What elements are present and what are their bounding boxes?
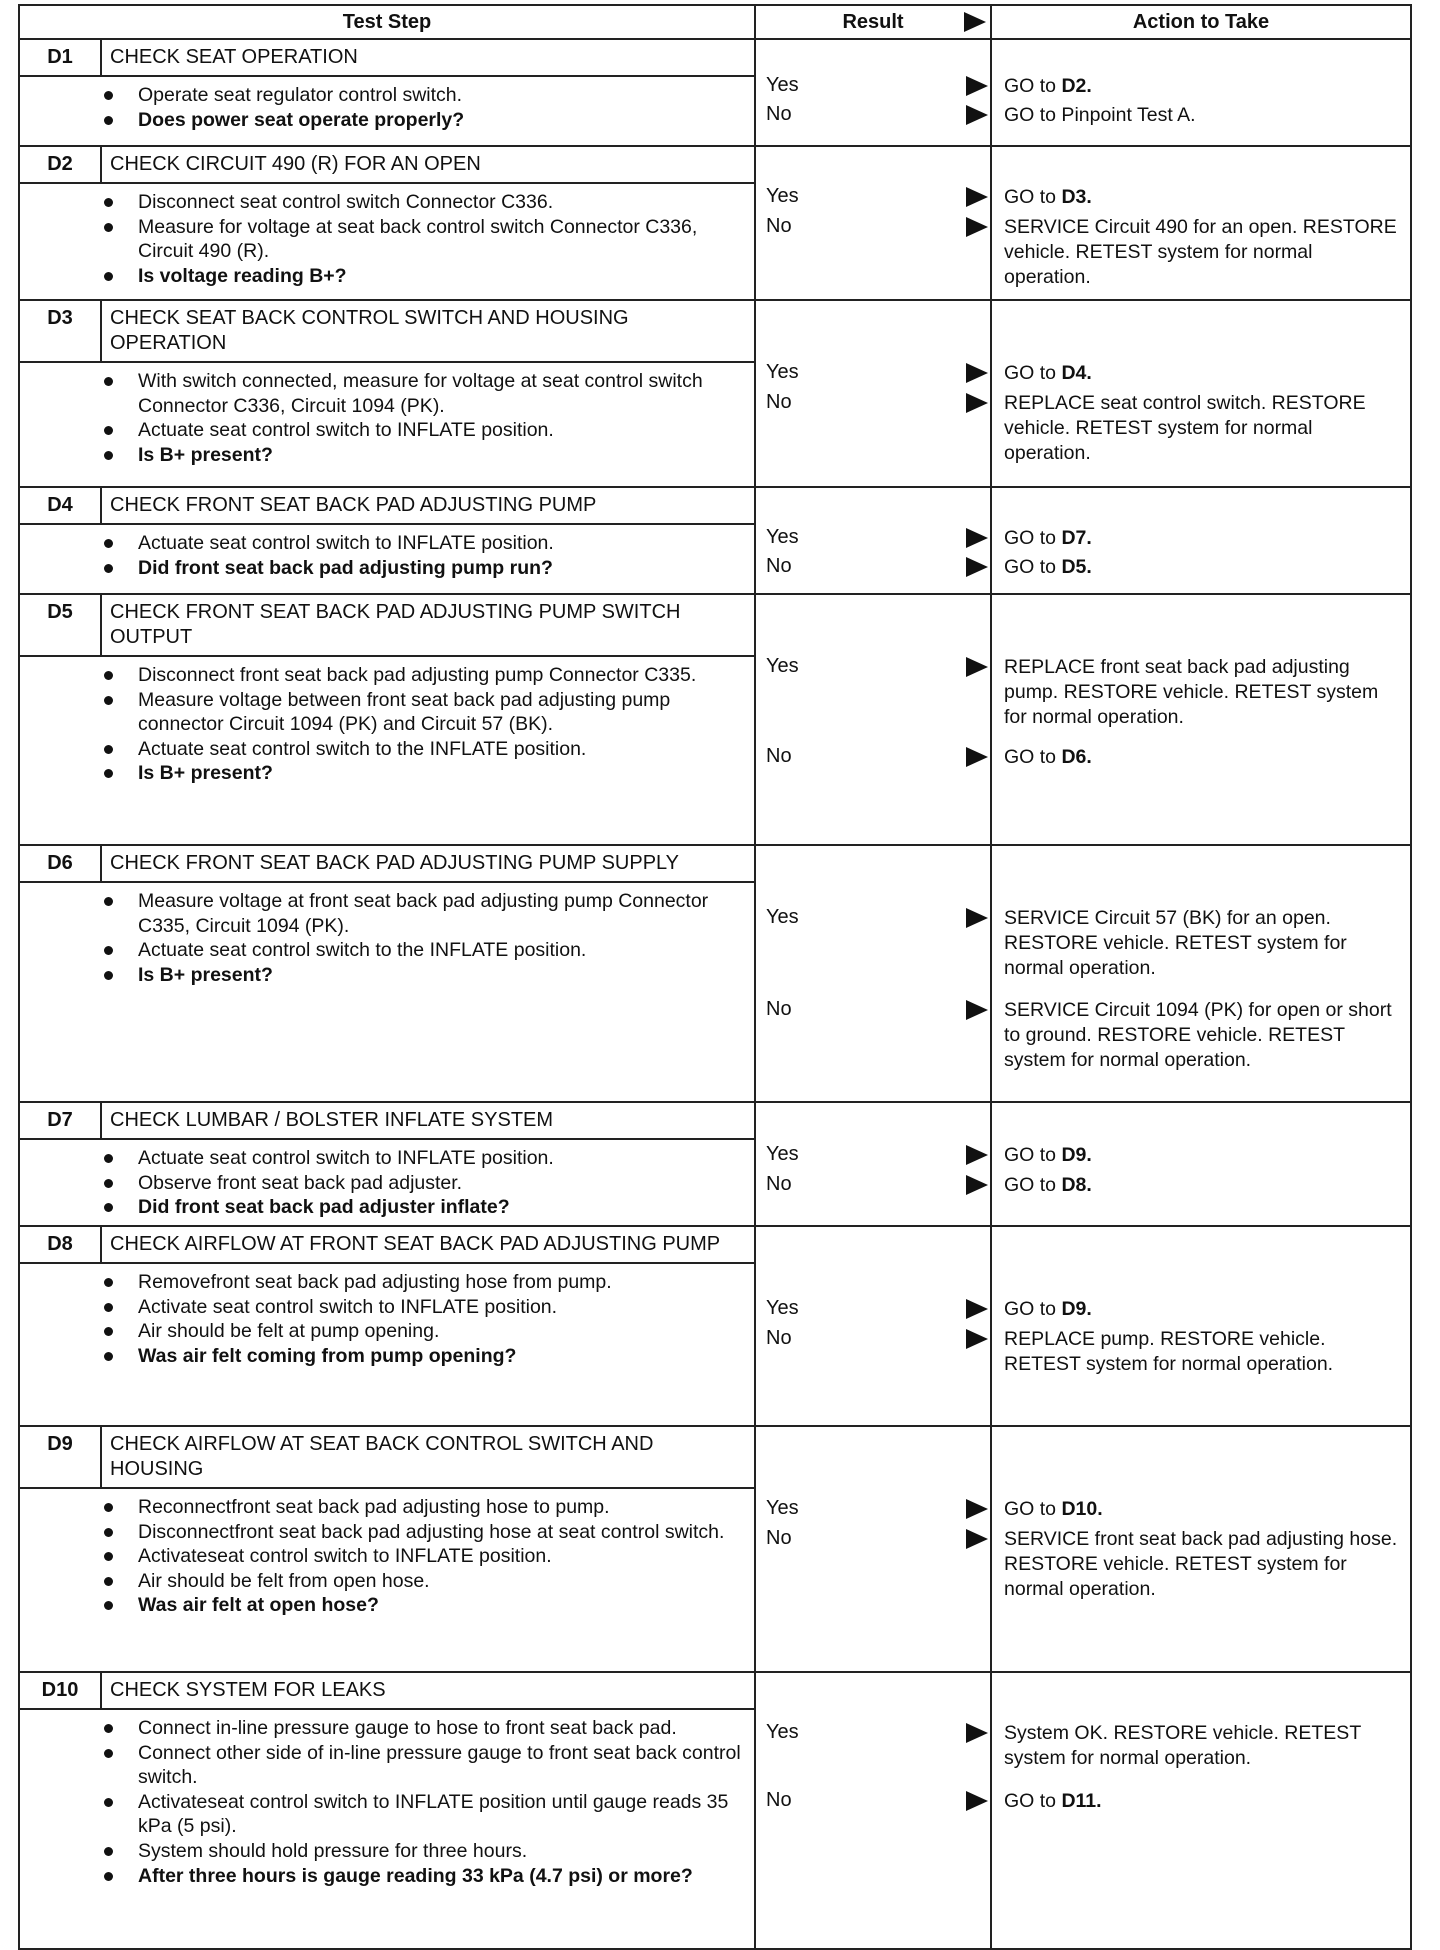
result-yes bbox=[766, 185, 990, 211]
action-text bbox=[1004, 103, 1404, 128]
instruction-item: With switch connected, measure for voltage at seat control switch Connector C336, Circuit 1094 (PK). bbox=[138, 369, 754, 418]
action-cell bbox=[991, 1426, 1411, 1672]
result-cell bbox=[755, 1672, 991, 1949]
arrow-right-icon bbox=[966, 187, 988, 207]
action-text-plain: SERVICE Circuit 1094 (PK) for open or short to ground. RESTORE vehicle. RETEST system for normal operation. bbox=[1004, 999, 1392, 1071]
test-step bbox=[20, 1427, 754, 1622]
result-no bbox=[766, 555, 990, 581]
test-step-cell bbox=[19, 1226, 755, 1426]
arrow-right-icon bbox=[966, 393, 988, 413]
action-step-reference: D7. bbox=[1061, 527, 1092, 549]
instruction-item: Actuate seat control switch to the INFLATE position. bbox=[138, 737, 754, 762]
arrow-right-icon bbox=[966, 1299, 988, 1319]
action-cell bbox=[991, 300, 1411, 487]
result-label: No bbox=[766, 745, 792, 767]
step-instructions bbox=[20, 1710, 754, 1892]
header-action: Action to Take bbox=[991, 5, 1411, 39]
result-label: Yes bbox=[766, 655, 799, 677]
action-cell bbox=[991, 39, 1411, 146]
result-label: No bbox=[766, 555, 792, 577]
action-text-plain: REPLACE pump. RESTORE vehicle. RETEST system for normal operation. bbox=[1004, 1328, 1334, 1375]
result-cell bbox=[755, 1426, 991, 1672]
instruction-question: Was air felt coming from pump opening? bbox=[138, 1344, 754, 1369]
instruction-item: Activateseat control switch to INFLATE position until gauge reads 35 kPa (5 psi). bbox=[138, 1790, 754, 1839]
instruction-list bbox=[20, 1716, 754, 1888]
arrow-right-icon bbox=[966, 76, 988, 96]
action-text bbox=[1004, 185, 1404, 210]
step-title: CHECK LUMBAR / BOLSTER INFLATE SYSTEM bbox=[102, 1103, 754, 1140]
instruction-list bbox=[20, 531, 754, 580]
result-cell bbox=[755, 594, 991, 845]
instruction-question: Is B+ present? bbox=[138, 443, 754, 468]
instruction-item: Connect in-line pressure gauge to hose to front seat back pad. bbox=[138, 1716, 754, 1741]
test-step-row bbox=[19, 1672, 1411, 1949]
pinpoint-test-table bbox=[18, 4, 1412, 1950]
step-title: CHECK SEAT BACK CONTROL SWITCH AND HOUSING OPERATION bbox=[102, 301, 754, 363]
result-yes bbox=[766, 1297, 990, 1323]
step-instructions bbox=[20, 525, 754, 584]
instruction-item: Air should be felt at pump opening. bbox=[138, 1319, 754, 1344]
test-step bbox=[20, 595, 754, 790]
test-step bbox=[20, 40, 754, 136]
action-text bbox=[1004, 215, 1404, 290]
step-title: CHECK SYSTEM FOR LEAKS bbox=[102, 1673, 754, 1710]
action-cell bbox=[991, 1226, 1411, 1426]
step-instructions bbox=[20, 1489, 754, 1622]
step-id: D10 bbox=[20, 1673, 102, 1710]
action-cell bbox=[991, 1672, 1411, 1949]
result-label: No bbox=[766, 1327, 792, 1349]
instruction-item: Disconnect seat control switch Connector C336. bbox=[138, 190, 754, 215]
arrow-right-icon bbox=[964, 12, 986, 32]
step-id: D4 bbox=[20, 488, 102, 525]
instruction-item: Actuate seat control switch to the INFLATE position. bbox=[138, 938, 754, 963]
result-cell bbox=[755, 39, 991, 146]
result-label: No bbox=[766, 391, 792, 413]
step-title: CHECK AIRFLOW AT SEAT BACK CONTROL SWITCH AND HOUSING bbox=[102, 1427, 754, 1489]
arrow-right-icon bbox=[966, 657, 988, 677]
header-test-step: Test Step bbox=[19, 5, 755, 39]
test-step-cell bbox=[19, 39, 755, 146]
result-yes bbox=[766, 1143, 990, 1169]
action-step-reference: D2. bbox=[1061, 75, 1092, 97]
action-text-plain: GO to bbox=[1004, 1790, 1062, 1812]
step-instructions bbox=[20, 1264, 754, 1372]
action-text-plain: GO to bbox=[1004, 186, 1062, 208]
step-title: CHECK CIRCUIT 490 (R) FOR AN OPEN bbox=[102, 147, 754, 184]
action-text bbox=[1004, 998, 1404, 1073]
action-text-plain: SERVICE Circuit 490 for an open. RESTORE vehicle. RETEST system for normal operation. bbox=[1004, 216, 1397, 288]
action-text-plain: GO to bbox=[1004, 556, 1062, 578]
action-text bbox=[1004, 1297, 1404, 1322]
instruction-list bbox=[20, 1146, 754, 1220]
instruction-item: Disconnect front seat back pad adjusting pump Connector C335. bbox=[138, 663, 754, 688]
instruction-item: Actuate seat control switch to INFLATE position. bbox=[138, 418, 754, 443]
instruction-question: Is B+ present? bbox=[138, 761, 754, 786]
test-step bbox=[20, 1227, 754, 1372]
test-step-cell bbox=[19, 845, 755, 1102]
instruction-question: Did front seat back pad adjuster inflate? bbox=[138, 1195, 754, 1220]
instruction-item: Measure voltage at front seat back pad adjusting pump Connector C335, Circuit 1094 (PK). bbox=[138, 889, 754, 938]
result-cell bbox=[755, 1226, 991, 1426]
instruction-question: Does power seat operate properly? bbox=[138, 108, 754, 133]
action-step-reference: D10. bbox=[1061, 1498, 1103, 1520]
test-step-cell bbox=[19, 300, 755, 487]
arrow-right-icon bbox=[966, 1000, 988, 1020]
header-result-label: Result bbox=[842, 10, 904, 33]
arrow-right-icon bbox=[966, 1499, 988, 1519]
action-text bbox=[1004, 745, 1404, 770]
test-step-row bbox=[19, 146, 1411, 300]
result-label: Yes bbox=[766, 361, 799, 383]
arrow-right-icon bbox=[966, 557, 988, 577]
test-step-row bbox=[19, 594, 1411, 845]
step-id: D5 bbox=[20, 595, 102, 657]
result-label: Yes bbox=[766, 1721, 799, 1743]
instruction-item: Observe front seat back pad adjuster. bbox=[138, 1171, 754, 1196]
result-yes bbox=[766, 74, 990, 100]
instruction-item: Air should be felt from open hose. bbox=[138, 1569, 754, 1594]
test-step bbox=[20, 846, 754, 991]
step-id: D7 bbox=[20, 1103, 102, 1140]
result-label: No bbox=[766, 1527, 792, 1549]
step-id: D8 bbox=[20, 1227, 102, 1264]
action-text-plain: REPLACE front seat back pad adjusting pump. RESTORE vehicle. RETEST system for normal operation. bbox=[1004, 656, 1379, 728]
result-label: Yes bbox=[766, 1297, 799, 1319]
test-step-row bbox=[19, 39, 1411, 146]
instruction-list bbox=[20, 1495, 754, 1618]
action-step-reference: D9. bbox=[1061, 1144, 1092, 1166]
action-cell bbox=[991, 594, 1411, 845]
test-step-cell bbox=[19, 487, 755, 594]
action-text bbox=[1004, 1143, 1404, 1168]
step-instructions bbox=[20, 77, 754, 136]
instruction-list bbox=[20, 369, 754, 467]
test-step-cell bbox=[19, 146, 755, 300]
action-text bbox=[1004, 526, 1404, 551]
result-no bbox=[766, 103, 990, 129]
test-step-cell bbox=[19, 1672, 755, 1949]
result-cell bbox=[755, 1102, 991, 1226]
action-step-reference: D9. bbox=[1061, 1298, 1092, 1320]
test-step-row bbox=[19, 1102, 1411, 1226]
action-step-reference: D6. bbox=[1061, 746, 1092, 768]
action-cell bbox=[991, 487, 1411, 594]
action-text bbox=[1004, 74, 1404, 99]
result-no bbox=[766, 1789, 990, 1815]
result-no bbox=[766, 215, 990, 241]
result-label: Yes bbox=[766, 526, 799, 548]
test-step-row bbox=[19, 845, 1411, 1102]
action-text bbox=[1004, 1173, 1404, 1198]
result-yes bbox=[766, 361, 990, 387]
arrow-right-icon bbox=[966, 747, 988, 767]
action-text bbox=[1004, 1527, 1404, 1602]
action-text-plain: REPLACE seat control switch. RESTORE vehicle. RETEST system for normal operation. bbox=[1004, 392, 1366, 464]
header-result bbox=[755, 5, 991, 39]
result-no bbox=[766, 1327, 990, 1353]
action-text bbox=[1004, 906, 1404, 981]
arrow-right-icon bbox=[966, 1329, 988, 1349]
action-text bbox=[1004, 361, 1404, 386]
result-label: Yes bbox=[766, 185, 799, 207]
result-cell bbox=[755, 487, 991, 594]
action-cell bbox=[991, 146, 1411, 300]
instruction-item: Activate seat control switch to INFLATE position. bbox=[138, 1295, 754, 1320]
result-no bbox=[766, 1173, 990, 1199]
test-step-row bbox=[19, 1226, 1411, 1426]
arrow-right-icon bbox=[966, 908, 988, 928]
action-text bbox=[1004, 1721, 1404, 1771]
arrow-right-icon bbox=[966, 1529, 988, 1549]
instruction-question: Is voltage reading B+? bbox=[138, 264, 754, 289]
result-yes bbox=[766, 906, 990, 932]
result-cell bbox=[755, 146, 991, 300]
step-id: D9 bbox=[20, 1427, 102, 1489]
result-label: No bbox=[766, 103, 792, 125]
instruction-question: Is B+ present? bbox=[138, 963, 754, 988]
instruction-list bbox=[20, 1270, 754, 1368]
arrow-right-icon bbox=[966, 105, 988, 125]
result-label: Yes bbox=[766, 906, 799, 928]
result-yes bbox=[766, 655, 990, 681]
instruction-question: After three hours is gauge reading 33 kPa (4.7 psi) or more? bbox=[138, 1864, 754, 1889]
result-label: No bbox=[766, 998, 792, 1020]
arrow-right-icon bbox=[966, 217, 988, 237]
result-no bbox=[766, 1527, 990, 1553]
instruction-item: System should hold pressure for three hours. bbox=[138, 1839, 754, 1864]
arrow-right-icon bbox=[966, 363, 988, 383]
action-text-plain: GO to bbox=[1004, 362, 1062, 384]
action-text-plain: GO to bbox=[1004, 1498, 1062, 1520]
action-step-reference: D5. bbox=[1061, 556, 1092, 578]
result-label: No bbox=[766, 215, 792, 237]
action-step-reference: D11. bbox=[1061, 1790, 1102, 1812]
step-instructions bbox=[20, 657, 754, 790]
action-text bbox=[1004, 1327, 1404, 1377]
action-text-plain: GO to bbox=[1004, 1174, 1062, 1196]
action-step-reference: D4. bbox=[1061, 362, 1092, 384]
step-title: CHECK FRONT SEAT BACK PAD ADJUSTING PUMP bbox=[102, 488, 754, 525]
test-step-cell bbox=[19, 1426, 755, 1672]
result-no bbox=[766, 745, 990, 771]
action-text-plain: GO to Pinpoint Test A. bbox=[1004, 104, 1196, 126]
step-id: D1 bbox=[20, 40, 102, 77]
action-step-reference: D3. bbox=[1061, 186, 1092, 208]
result-yes bbox=[766, 1721, 990, 1747]
instruction-item: Actuate seat control switch to INFLATE position. bbox=[138, 1146, 754, 1171]
result-cell bbox=[755, 300, 991, 487]
action-cell bbox=[991, 845, 1411, 1102]
result-yes bbox=[766, 526, 990, 552]
arrow-right-icon bbox=[966, 1723, 988, 1743]
action-text-plain: GO to bbox=[1004, 527, 1062, 549]
action-text bbox=[1004, 1789, 1404, 1814]
arrow-right-icon bbox=[966, 1145, 988, 1165]
step-instructions bbox=[20, 363, 754, 471]
table-header-row bbox=[19, 5, 1411, 39]
step-title: CHECK SEAT OPERATION bbox=[102, 40, 754, 77]
step-id: D3 bbox=[20, 301, 102, 363]
instruction-question: Was air felt at open hose? bbox=[138, 1593, 754, 1618]
result-label: Yes bbox=[766, 1497, 799, 1519]
action-text-plain: GO to bbox=[1004, 1144, 1062, 1166]
action-text bbox=[1004, 555, 1404, 580]
step-id: D6 bbox=[20, 846, 102, 883]
test-step bbox=[20, 147, 754, 292]
test-step bbox=[20, 488, 754, 584]
step-instructions bbox=[20, 184, 754, 292]
step-title: CHECK AIRFLOW AT FRONT SEAT BACK PAD ADJUSTING PUMP bbox=[102, 1227, 754, 1264]
instruction-item: Operate seat regulator control switch. bbox=[138, 83, 754, 108]
result-label: No bbox=[766, 1173, 792, 1195]
result-cell bbox=[755, 845, 991, 1102]
instruction-item: Removefront seat back pad adjusting hose from pump. bbox=[138, 1270, 754, 1295]
instruction-item: Measure for voltage at seat back control switch Connector C336, Circuit 490 (R). bbox=[138, 215, 754, 264]
action-text-plain: GO to bbox=[1004, 1298, 1062, 1320]
instruction-item: Reconnectfront seat back pad adjusting hose to pump. bbox=[138, 1495, 754, 1520]
action-text-plain: SERVICE Circuit 57 (BK) for an open. RESTORE vehicle. RETEST system for normal operation. bbox=[1004, 907, 1347, 979]
instruction-question: Did front seat back pad adjusting pump run? bbox=[138, 556, 754, 581]
action-text-plain: GO to bbox=[1004, 746, 1062, 768]
test-step-cell bbox=[19, 1102, 755, 1226]
arrow-right-icon bbox=[966, 1175, 988, 1195]
instruction-list bbox=[20, 889, 754, 987]
result-label: Yes bbox=[766, 1143, 799, 1165]
result-yes bbox=[766, 1497, 990, 1523]
test-step-row bbox=[19, 300, 1411, 487]
arrow-right-icon bbox=[966, 1791, 988, 1811]
action-text-plain: GO to bbox=[1004, 75, 1062, 97]
action-text bbox=[1004, 655, 1404, 730]
test-step bbox=[20, 301, 754, 471]
result-label: No bbox=[766, 1789, 792, 1811]
step-title: CHECK FRONT SEAT BACK PAD ADJUSTING PUMP SWITCH OUTPUT bbox=[102, 595, 754, 657]
action-text bbox=[1004, 391, 1404, 466]
test-step-row bbox=[19, 1426, 1411, 1672]
test-step-cell bbox=[19, 594, 755, 845]
instruction-list bbox=[20, 83, 754, 132]
action-text bbox=[1004, 1497, 1404, 1522]
test-step-row bbox=[19, 487, 1411, 594]
instruction-item: Connect other side of in-line pressure gauge to front seat back control switch. bbox=[138, 1741, 754, 1790]
instruction-list bbox=[20, 663, 754, 786]
step-title: CHECK FRONT SEAT BACK PAD ADJUSTING PUMP SUPPLY bbox=[102, 846, 754, 883]
arrow-right-icon bbox=[966, 528, 988, 548]
result-no bbox=[766, 998, 990, 1024]
step-instructions bbox=[20, 1140, 754, 1224]
step-instructions bbox=[20, 883, 754, 991]
result-label: Yes bbox=[766, 74, 799, 96]
step-id: D2 bbox=[20, 147, 102, 184]
instruction-item: Activateseat control switch to INFLATE position. bbox=[138, 1544, 754, 1569]
instruction-list bbox=[20, 190, 754, 288]
instruction-item: Measure voltage between front seat back pad adjusting pump connector Circuit 1094 (PK) and Circuit 57 (BK). bbox=[138, 688, 754, 737]
action-cell bbox=[991, 1102, 1411, 1226]
instruction-item: Disconnectfront seat back pad adjusting hose at seat control switch. bbox=[138, 1520, 754, 1545]
result-no bbox=[766, 391, 990, 417]
diagnostic-table-page bbox=[18, 4, 1410, 1912]
action-step-reference: D8. bbox=[1061, 1174, 1092, 1196]
test-step bbox=[20, 1673, 754, 1892]
instruction-item: Actuate seat control switch to INFLATE position. bbox=[138, 531, 754, 556]
action-text-plain: System OK. RESTORE vehicle. RETEST system for normal operation. bbox=[1004, 1722, 1361, 1769]
action-text-plain: SERVICE front seat back pad adjusting hose. RESTORE vehicle. RETEST system for normal operation. bbox=[1004, 1528, 1398, 1600]
test-step bbox=[20, 1103, 754, 1224]
